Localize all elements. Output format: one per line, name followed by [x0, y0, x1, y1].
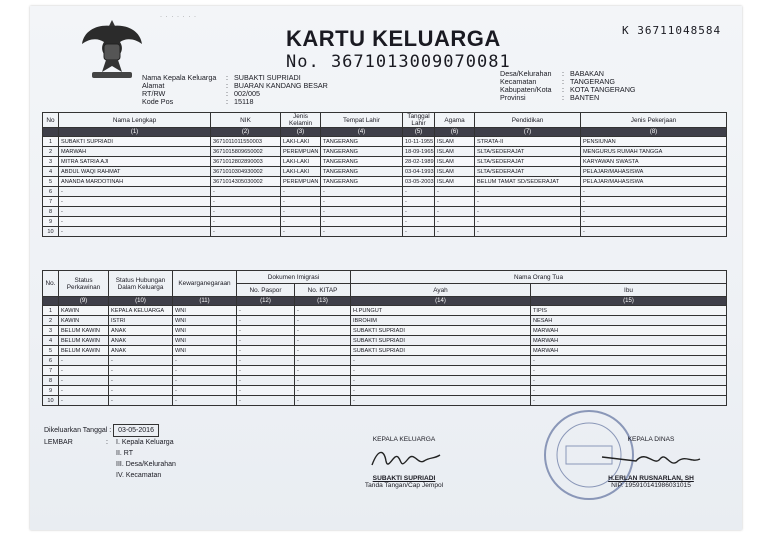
table-cell: -	[435, 197, 475, 207]
table-cell: 8	[43, 207, 59, 217]
table-cell: -	[237, 356, 295, 366]
table-cell: MITRA SATRIA AJI	[59, 157, 211, 167]
table-cell: ISLAM	[435, 137, 475, 147]
table-row	[43, 366, 727, 376]
table-cell: 6	[43, 356, 59, 366]
col-header-no: No.	[43, 271, 59, 297]
table-row	[43, 396, 727, 406]
table-cell: TANGERANG	[321, 177, 403, 187]
table-cell: -	[351, 376, 531, 386]
table-cell: TANGERANG	[321, 147, 403, 157]
table-cell: -	[281, 227, 321, 237]
col-number	[43, 128, 59, 137]
col-number: (10)	[109, 297, 173, 306]
table-cell: 03-04-1993	[403, 167, 435, 177]
table-cell: 10	[43, 227, 59, 237]
table-cell: -	[281, 197, 321, 207]
col-number: (7)	[475, 128, 581, 137]
table-cell: ISLAM	[435, 157, 475, 167]
col-header: Pendidikan	[475, 113, 581, 128]
table-cell: MARWAH	[531, 346, 727, 356]
table-cell: -	[295, 386, 351, 396]
table-cell: BELUM TAMAT SD/SEDERAJAT	[475, 177, 581, 187]
table-cell: -	[321, 187, 403, 197]
table-cell: -	[59, 386, 109, 396]
table-row	[43, 167, 727, 177]
issued-label: Dikeluarkan Tanggal	[44, 427, 108, 434]
table-cell: ANAK	[109, 346, 173, 356]
table-cell: WNI	[173, 326, 237, 336]
table-cell: SUBAKTI SUPRIADI	[351, 326, 531, 336]
table-cell: -	[59, 376, 109, 386]
col-header: No	[43, 113, 59, 128]
table-cell: SUBAKTI SUPRIADI	[59, 137, 211, 147]
table-cell: -	[59, 197, 211, 207]
table-cell: -	[531, 396, 727, 406]
table-cell: 3671015809650002	[211, 147, 281, 157]
table-row	[43, 197, 727, 207]
table-cell: -	[237, 366, 295, 376]
table-cell: -	[237, 326, 295, 336]
kepala-keluarga-name: SUBAKTI SUPRIADI	[372, 475, 436, 482]
table-cell: 5	[43, 346, 59, 356]
table-cell: ANAK	[109, 336, 173, 346]
table-cell: BELUM KAWIN	[59, 336, 109, 346]
col-header: Tempat Lahir	[321, 113, 403, 128]
table-cell: SLTA/SEDERAJAT	[475, 147, 581, 157]
table-cell: -	[321, 227, 403, 237]
table-cell: -	[581, 207, 727, 217]
table-cell: -	[59, 356, 109, 366]
table-row	[43, 147, 727, 157]
table-cell: 3671011011550003	[211, 137, 281, 147]
table-cell: -	[403, 187, 435, 197]
table-row	[43, 207, 727, 217]
table-cell: -	[295, 336, 351, 346]
table-cell: SLTA/SEDERAJAT	[475, 167, 581, 177]
table-cell: -	[59, 187, 211, 197]
table-cell: TANGERANG	[321, 167, 403, 177]
top-right-code: K 36711048584	[622, 24, 722, 37]
kepala-dinas-nip: NIP. 195910141986031015	[611, 482, 691, 489]
table-cell: LAKI-LAKI	[281, 157, 321, 167]
lembar-item: I. Kepala Keluarga	[116, 439, 174, 446]
table-cell: -	[173, 366, 237, 376]
table-cell: H.PUNGUT	[351, 306, 531, 316]
table-cell: -	[59, 396, 109, 406]
table-cell: BELUM KAWIN	[59, 326, 109, 336]
table-cell: 3671012802890003	[211, 157, 281, 167]
table-cell: 2	[43, 316, 59, 326]
table-cell: -	[321, 197, 403, 207]
table-cell: -	[237, 396, 295, 406]
table-row	[43, 137, 727, 147]
table-cell: -	[403, 197, 435, 207]
col-number: (8)	[581, 128, 727, 137]
table-cell: -	[295, 396, 351, 406]
col-header: Tanggal Lahir	[403, 113, 435, 128]
table-cell: -	[295, 346, 351, 356]
table-cell: ISLAM	[435, 147, 475, 157]
table-cell: -	[351, 386, 531, 396]
table-cell: -	[531, 386, 727, 396]
col-number: (3)	[281, 128, 321, 137]
col-number: (13)	[295, 297, 351, 306]
table-cell: IBROHIM	[351, 316, 531, 326]
table-cell: -	[475, 197, 581, 207]
table-cell: -	[237, 346, 295, 356]
table-cell: -	[173, 386, 237, 396]
col-header-paspor: No. Paspor	[237, 284, 295, 297]
table-cell: PELAJAR/MAHASISWA	[581, 177, 727, 187]
table-cell: ANANDA MARDOTINAH	[59, 177, 211, 187]
lembar-item: III. Desa/Kelurahan	[116, 461, 176, 468]
table-cell: 1	[43, 137, 59, 147]
table-cell: -	[109, 386, 173, 396]
table-cell: -	[581, 227, 727, 237]
table-cell: MARWAH	[531, 326, 727, 336]
col-number: (11)	[173, 297, 237, 306]
table-row	[43, 157, 727, 167]
table-cell: -	[59, 366, 109, 376]
col-number: (14)	[351, 297, 531, 306]
table-cell: -	[59, 207, 211, 217]
col-header-hubungan: Status Hubungan Dalam Keluarga	[109, 271, 173, 297]
table-cell: -	[281, 207, 321, 217]
col-header: Jenis Pekerjaan	[581, 113, 727, 128]
table-cell: 18-09-1965	[403, 147, 435, 157]
table-cell: -	[475, 217, 581, 227]
table-cell: 03-05-2003	[403, 177, 435, 187]
table-cell: -	[237, 306, 295, 316]
table-cell: 9	[43, 386, 59, 396]
table-cell: -	[281, 187, 321, 197]
kepala-dinas-title: KEPALA DINAS	[627, 436, 675, 443]
table-cell: -	[581, 187, 727, 197]
col-header-nama-orang-tua: Nama Orang Tua	[351, 271, 727, 284]
col-header-ayah: Ayah	[351, 284, 531, 297]
table-cell: -	[351, 356, 531, 366]
col-header: Nama Lengkap	[59, 113, 211, 128]
lembar-label: LEMBAR	[44, 439, 73, 446]
table-cell: -	[475, 207, 581, 217]
table-cell: ABDUL WAQI RAHMAT	[59, 167, 211, 177]
table-row	[43, 306, 727, 316]
col-number: (1)	[59, 128, 211, 137]
col-number: (12)	[237, 297, 295, 306]
col-number: (5)	[403, 128, 435, 137]
table-cell: 1	[43, 306, 59, 316]
signature-mark-icon	[364, 443, 444, 473]
issue-info: Dikeluarkan Tanggal : 03-05-2016 LEMBAR : I. Kepala Keluarga II. RT III. Desa/Kelurahan IV. Kecamatan	[44, 424, 176, 481]
table-cell: SUBAKTI SUPRIADI	[351, 336, 531, 346]
serial-print: · · · · · · ·	[160, 14, 197, 20]
table-cell: KAWIN	[59, 306, 109, 316]
header-left-block: Nama Kepala Keluarga : SUBAKTI SUPRIADI Alamat : BUARAN KANDANG BESAR RT/RW : 002/005 Kode Pos : 15118	[142, 73, 328, 106]
table-cell: -	[59, 217, 211, 227]
table-cell: -	[531, 376, 727, 386]
table-cell: MENGURUS RUMAH TANGGA	[581, 147, 727, 157]
table-cell: -	[435, 227, 475, 237]
table-cell: 7	[43, 366, 59, 376]
table-cell: -	[295, 366, 351, 376]
table-cell: 4	[43, 167, 59, 177]
header-right-block: Desa/Kelurahan : BABAKAN Kecamatan : TANGERANG Kabupaten/Kota : KOTA TANGERANG Provinsi : BANTEN	[500, 69, 636, 102]
table-cell: -	[295, 326, 351, 336]
table-cell: -	[435, 187, 475, 197]
table-cell: KAWIN	[59, 316, 109, 326]
table-cell: ISLAM	[435, 167, 475, 177]
table-cell: -	[295, 316, 351, 326]
table-cell: 3	[43, 326, 59, 336]
table-cell: ANAK	[109, 326, 173, 336]
table-cell: WNI	[173, 346, 237, 356]
table-cell: TANGERANG	[321, 157, 403, 167]
table-cell: -	[173, 396, 237, 406]
table-cell: TIPIS	[531, 306, 727, 316]
table-cell: -	[531, 356, 727, 366]
table-cell: ISTRI	[109, 316, 173, 326]
table-cell: -	[581, 197, 727, 207]
table-cell: 5	[43, 177, 59, 187]
table-row	[43, 376, 727, 386]
table-cell: -	[109, 376, 173, 386]
table-cell: SUBAKTI SUPRIADI	[351, 346, 531, 356]
table-cell: -	[403, 207, 435, 217]
table-cell: -	[237, 376, 295, 386]
kepala-keluarga-caption: Tanda Tangan/Cap Jempol	[364, 482, 444, 489]
issued-date: 03-05-2016	[113, 424, 159, 437]
col-number	[43, 297, 59, 306]
table-cell: ISLAM	[435, 177, 475, 187]
table-cell: WNI	[173, 316, 237, 326]
table-cell: -	[237, 316, 295, 326]
table-cell: -	[435, 217, 475, 227]
table-row	[43, 316, 727, 326]
table-row	[43, 386, 727, 396]
table-row	[43, 177, 727, 187]
table-cell: PELAJAR/MAHASISWA	[581, 167, 727, 177]
col-number: (4)	[321, 128, 403, 137]
kepala-keluarga-signature-block	[344, 436, 464, 489]
signature-mark-icon	[596, 443, 706, 473]
document-number: No. 3671013009070081	[286, 52, 511, 72]
table-cell: -	[295, 306, 351, 316]
table-cell: 2	[43, 147, 59, 157]
kartu-keluarga-document	[30, 6, 742, 530]
table-row	[43, 336, 727, 346]
table-cell: -	[173, 376, 237, 386]
table-cell: -	[321, 217, 403, 227]
table-cell: PENSIUNAN	[581, 137, 727, 147]
table-cell: -	[281, 217, 321, 227]
table-cell: -	[211, 217, 281, 227]
table-cell: STRATA-II	[475, 137, 581, 147]
table-cell: -	[435, 207, 475, 217]
table-cell: -	[109, 356, 173, 366]
kepala-dinas-name: H.ERLAN RUSNARLAN, SH	[608, 475, 694, 482]
table-cell: -	[351, 366, 531, 376]
col-header-ibu: Ibu	[531, 284, 727, 297]
table-cell: KEPALA KELUARGA	[109, 306, 173, 316]
table-cell: -	[173, 356, 237, 366]
table-cell: PEREMPUAN	[281, 177, 321, 187]
col-number: (2)	[211, 128, 281, 137]
table-row	[43, 187, 727, 197]
table-cell: 10	[43, 396, 59, 406]
lembar-item: IV. Kecamatan	[116, 472, 162, 479]
table-cell: 9	[43, 217, 59, 227]
table-cell: -	[581, 217, 727, 227]
table-row	[43, 217, 727, 227]
table-cell: BELUM KAWIN	[59, 346, 109, 356]
table-row	[43, 227, 727, 237]
table-cell: -	[475, 227, 581, 237]
lembar-item: II. RT	[116, 450, 133, 457]
table-cell: SLTA/SEDERAJAT	[475, 157, 581, 167]
col-number: (15)	[531, 297, 727, 306]
table-cell: 28-02-1989	[403, 157, 435, 167]
col-header-dokumen-imigrasi: Dokumen Imigrasi	[237, 271, 351, 284]
table-row	[43, 346, 727, 356]
table-cell: -	[321, 207, 403, 217]
table-cell: -	[351, 396, 531, 406]
table-cell: -	[59, 227, 211, 237]
table-cell: WNI	[173, 336, 237, 346]
table-cell: -	[295, 356, 351, 366]
table-cell: -	[403, 217, 435, 227]
table-cell: TANGERANG	[321, 137, 403, 147]
table-cell: -	[531, 366, 727, 376]
table-cell: LAKI-LAKI	[281, 137, 321, 147]
col-number: (9)	[59, 297, 109, 306]
table-cell: -	[109, 366, 173, 376]
table-cell: -	[295, 376, 351, 386]
table-cell: 7	[43, 197, 59, 207]
table-cell: 8	[43, 376, 59, 386]
table-cell: -	[211, 207, 281, 217]
col-header: NIK	[211, 113, 281, 128]
col-header-kitap: No. KITAP	[295, 284, 351, 297]
col-header-status-perkawinan: Status Perkawinan	[59, 271, 109, 297]
table-row	[43, 356, 727, 366]
table-cell: PEREMPUAN	[281, 147, 321, 157]
kepala-dinas-signature-block	[576, 436, 726, 489]
table-cell: 3671010304930002	[211, 167, 281, 177]
table-cell: -	[109, 396, 173, 406]
table-cell: 3671014305030002	[211, 177, 281, 187]
table-cell: LAKI-LAKI	[281, 167, 321, 177]
table-cell: WNI	[173, 306, 237, 316]
table-cell: -	[211, 187, 281, 197]
table-cell: -	[237, 336, 295, 346]
col-number: (6)	[435, 128, 475, 137]
table-cell: 10-11-1955	[403, 137, 435, 147]
table-cell: MARWAH	[531, 336, 727, 346]
table-cell: -	[403, 227, 435, 237]
table-cell: KARYAWAN SWASTA	[581, 157, 727, 167]
table-row	[43, 326, 727, 336]
kepala-keluarga-title: KEPALA KELUARGA	[372, 436, 436, 443]
table-cell: 6	[43, 187, 59, 197]
col-header: Jenis Kelamin	[281, 113, 321, 128]
table-cell: -	[211, 197, 281, 207]
table-cell: -	[237, 386, 295, 396]
table-cell: MARWAH	[59, 147, 211, 157]
document-title: KARTU KELUARGA	[286, 26, 501, 51]
family-members-table	[42, 112, 727, 237]
table-cell: -	[475, 187, 581, 197]
table-cell: 4	[43, 336, 59, 346]
table-cell: -	[211, 227, 281, 237]
col-header-kewarganegaraan: Kewarganegaraan	[173, 271, 237, 297]
table-cell: NESAH	[531, 316, 727, 326]
garuda-emblem-icon	[78, 14, 146, 82]
col-header: Agama	[435, 113, 475, 128]
family-status-table	[42, 270, 727, 406]
table-cell: 3	[43, 157, 59, 167]
